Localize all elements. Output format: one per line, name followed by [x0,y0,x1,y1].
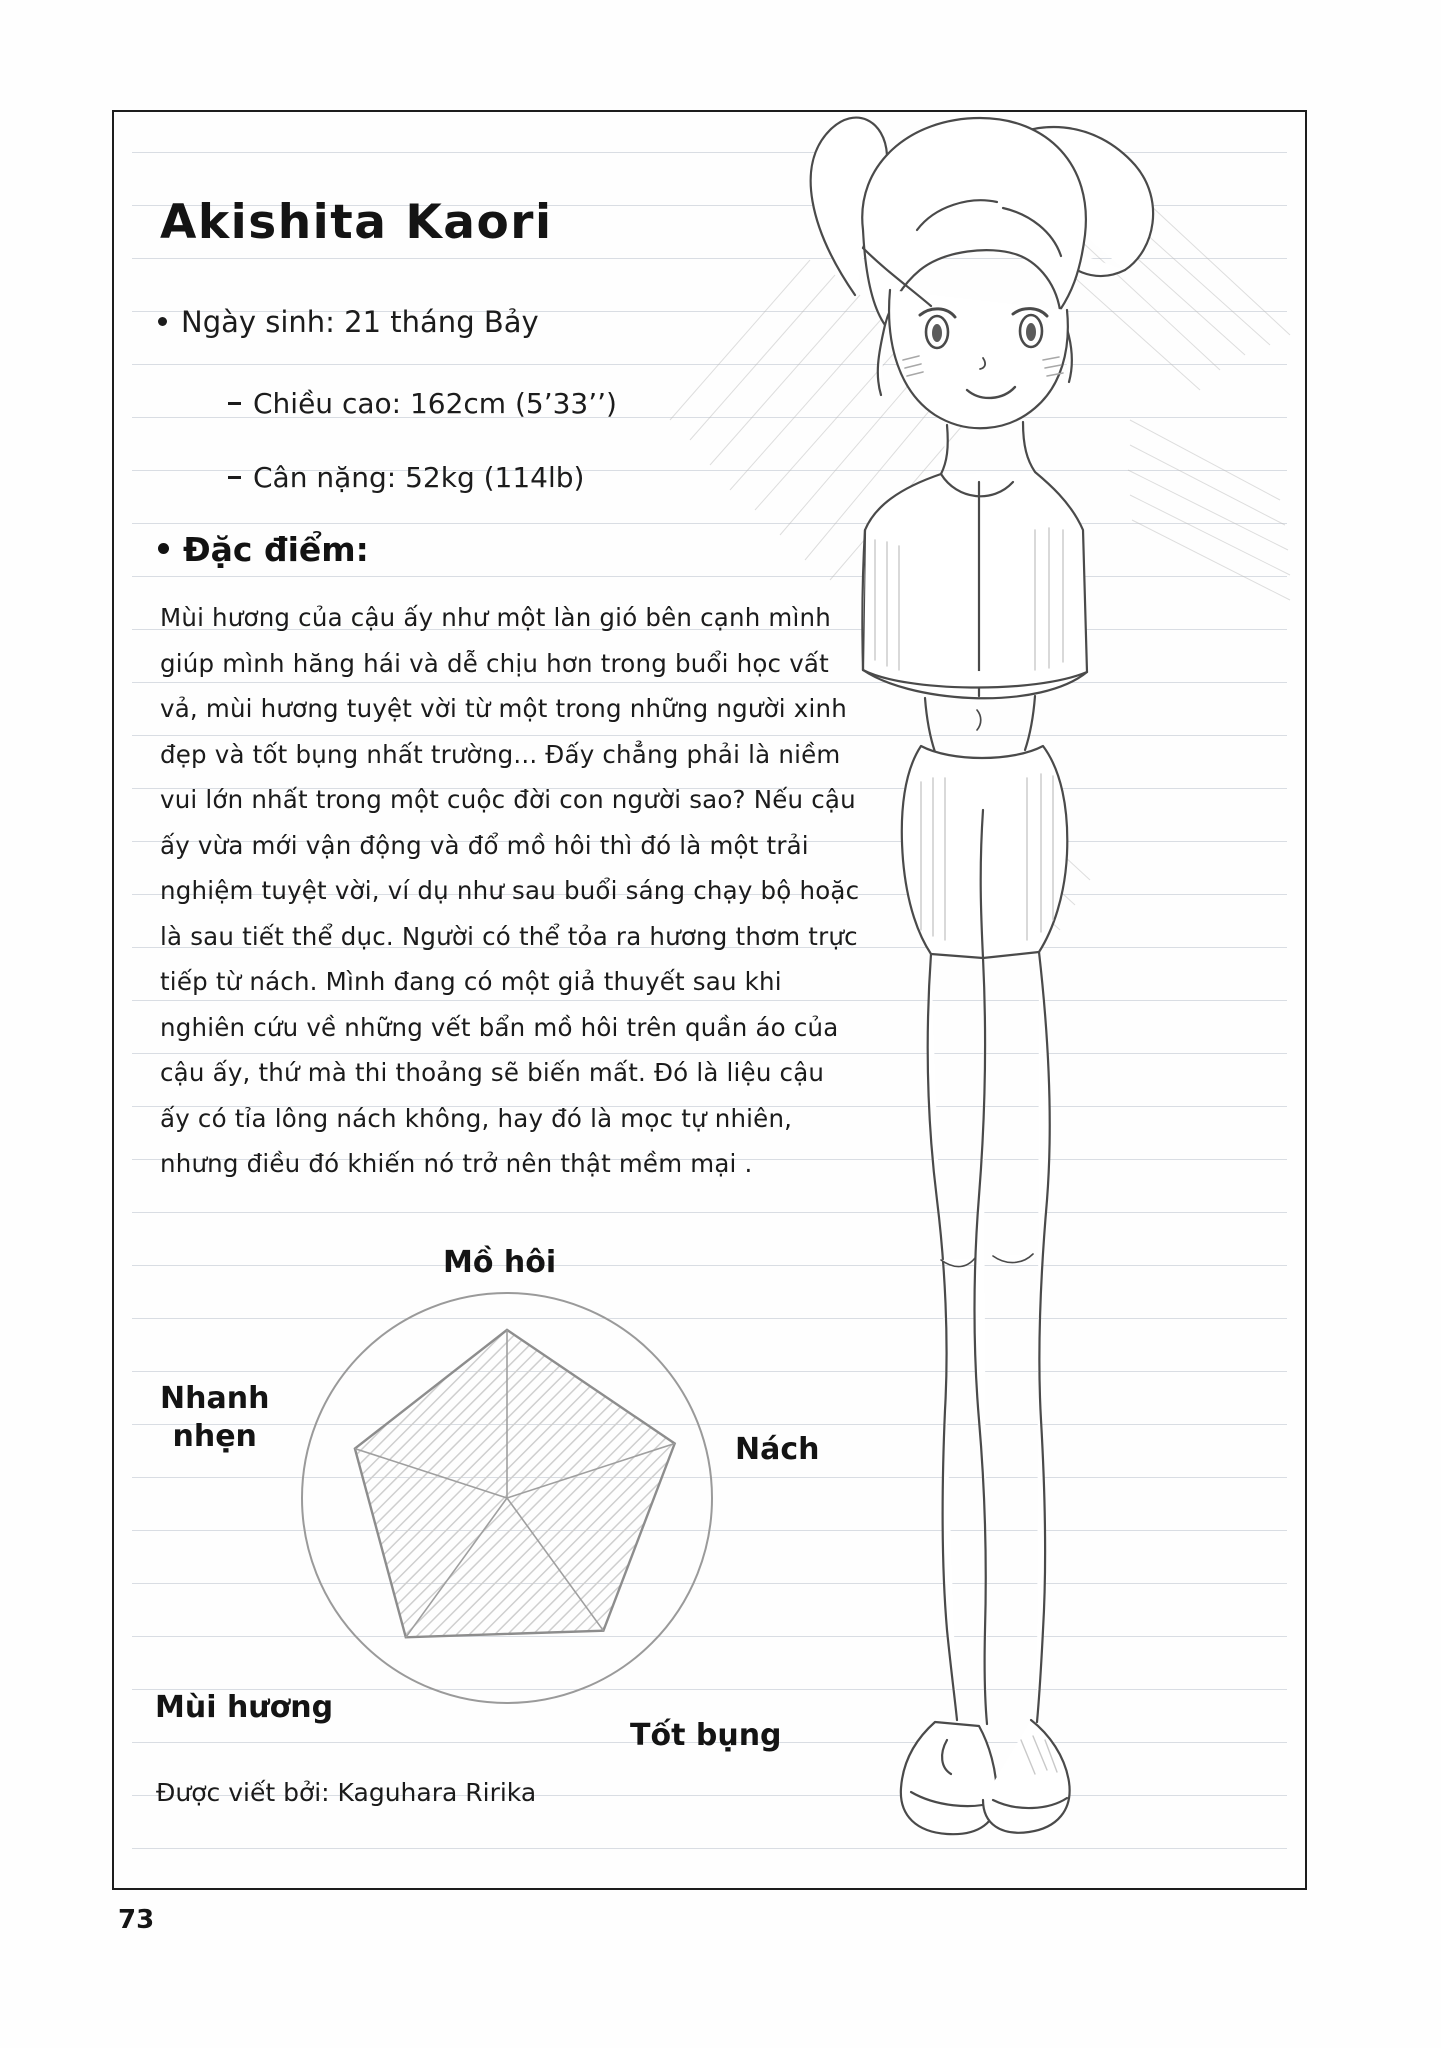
birthday-text: Ngày sinh: 21 tháng Bảy [181,305,539,339]
page-number: 73 [118,1905,155,1935]
birthday-line [158,305,539,339]
radar-data-polygon [355,1330,675,1637]
radar-label-agile [160,1380,269,1456]
weight-text: Cân nặng: 52kg (114lb) [253,461,585,494]
radar-label-armpit: Nách [735,1432,820,1467]
height-text: Chiều cao: 162cm (5’33’’) [253,387,617,420]
author-credit: Được viết bởi: Kaguhara Ririka [156,1778,537,1807]
radar-label-agile-line1: Nhanh [160,1381,270,1416]
bullet-dash-icon [228,402,241,405]
traits-heading-text: Đặc điểm: [183,530,369,569]
bullet-dot-icon [158,543,169,554]
description-paragraph: Mùi hương của cậu ấy như một làn gió bên cạnh mình giúp mình hăng hái và dễ chịu hơn trong buổi học vất vả, mùi hương tuyệt vời từ một trong những người xinh đẹp và tốt bụng nhất trường... Đấy chẳng phải là niềm vui lớn nhất trong một cuộc đời con người sao? Nếu cậu ấy vừa mới vận động và đổ mồ hôi thì đó là một trải nghiệm tuyệt vời, ví dụ như sau buổi sáng chạy bộ hoặc là sau tiết thể dục. Người có thể tỏa ra hương thơm trực tiếp từ nách. Mình đang có một giả thuyết sau khi nghiên cứu về những vết bẩn mồ hôi trên quần áo của cậu ấy, thứ mà thi thoảng sẽ biến mất. Đó là liệu cậu ấy có tỉa lông nách không, hay đó là mọc tự nhiên, nhưng điều đó khiến nó trở nên thật mềm mại . [160,603,860,1178]
weight-line [228,461,584,494]
page-title: Akishita Kaori [160,195,553,250]
radar-label-agile-line2: nhẹn [172,1419,257,1454]
radar-label-scent: Mùi hương [155,1690,334,1725]
height-line [228,387,617,420]
bullet-dot-icon [158,317,167,326]
bullet-dash-icon [228,476,241,479]
radar-label-kind: Tốt bụng [630,1718,782,1753]
radar-chart [272,1258,742,1738]
radar-label-sweat: Mồ hôi [443,1245,557,1280]
traits-heading [158,530,369,569]
